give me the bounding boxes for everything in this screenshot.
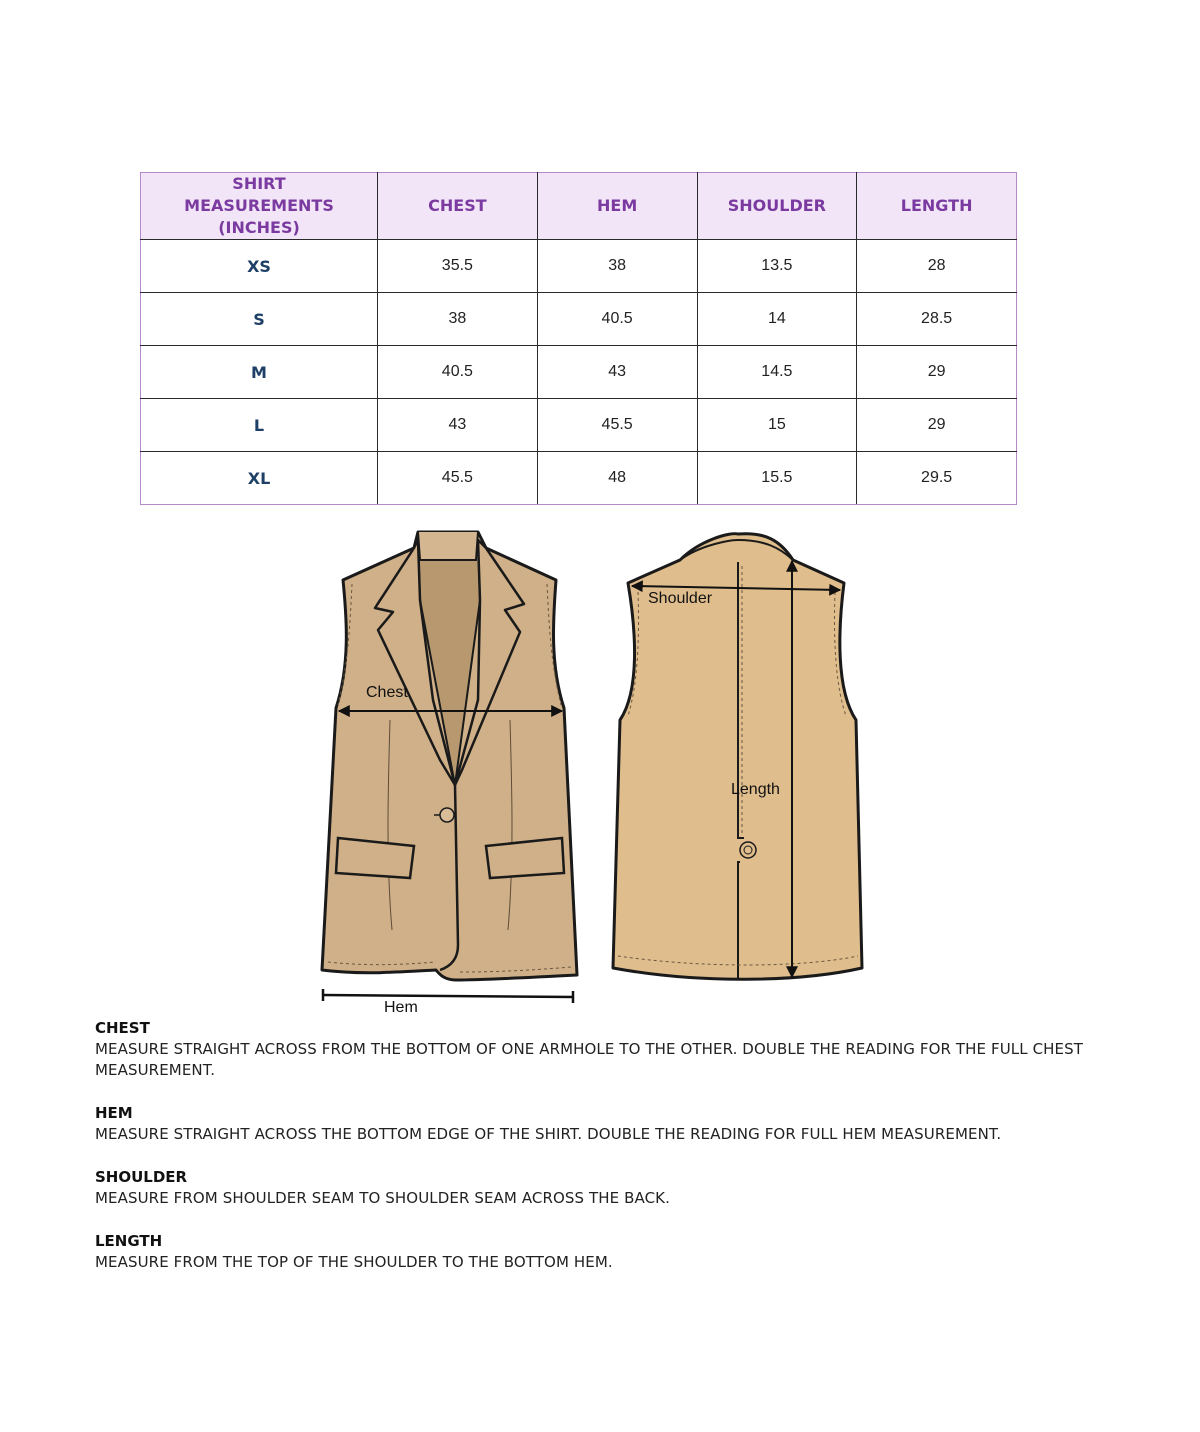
- chest-cell: 35.5: [378, 240, 538, 293]
- hem-measure-line: [323, 995, 573, 997]
- chest-cell: 45.5: [378, 452, 538, 505]
- table-header-row: [141, 173, 1017, 240]
- back-button-icon: [740, 842, 756, 858]
- size-chart-table: [140, 172, 1017, 505]
- hem-cell: 38: [537, 240, 697, 293]
- measurement-instructions: [95, 1018, 1115, 1295]
- length-cell: 29.5: [857, 452, 1017, 505]
- hem-cell: 48: [537, 452, 697, 505]
- size-cell: XL: [141, 452, 378, 505]
- size-cell: M: [141, 346, 378, 399]
- instruction-shoulder: [95, 1167, 1115, 1209]
- front-button-icon: [440, 808, 454, 822]
- hem-cell: 40.5: [537, 293, 697, 346]
- instruction-title: CHEST: [95, 1019, 150, 1037]
- right-pocket-flap: [486, 838, 564, 878]
- header-shoulder: SHOULDER: [697, 173, 857, 240]
- instruction-hem: [95, 1103, 1115, 1145]
- back-vest: [613, 534, 862, 980]
- instruction-length: [95, 1231, 1115, 1273]
- vest-measurement-diagram: [0, 520, 1200, 1020]
- instruction-text: MEASURE STRAIGHT ACROSS FROM THE BOTTOM OF ONE ARMHOLE TO THE OTHER. DOUBLE THE READING FOR THE FULL CHEST MEASUREMENT.: [95, 1040, 1083, 1079]
- size-cell: XS: [141, 240, 378, 293]
- length-cell: 28.5: [857, 293, 1017, 346]
- front-vest: [322, 532, 577, 1016]
- length-cell: 29: [857, 399, 1017, 452]
- instruction-text: MEASURE FROM THE TOP OF THE SHOULDER TO THE BOTTOM HEM.: [95, 1253, 613, 1271]
- table-row: [141, 346, 1017, 399]
- header-hem: HEM: [537, 173, 697, 240]
- hem-cell: 43: [537, 346, 697, 399]
- length-label: Length: [731, 781, 780, 798]
- instruction-chest: [95, 1018, 1115, 1081]
- shoulder-label: Shoulder: [648, 590, 713, 607]
- header-chest: CHEST: [378, 173, 538, 240]
- shoulder-cell: 15.5: [697, 452, 857, 505]
- header-shirt-measurements: SHIRT MEASUREMENTS (INCHES): [141, 173, 378, 240]
- length-cell: 29: [857, 346, 1017, 399]
- instruction-title: HEM: [95, 1104, 133, 1122]
- shoulder-cell: 13.5: [697, 240, 857, 293]
- length-cell: 28: [857, 240, 1017, 293]
- instruction-text: MEASURE STRAIGHT ACROSS THE BOTTOM EDGE OF THE SHIRT. DOUBLE THE READING FOR FULL HEM MEASUREMENT.: [95, 1125, 1002, 1143]
- hem-label: Hem: [384, 999, 418, 1016]
- shoulder-cell: 15: [697, 399, 857, 452]
- chest-label: Chest: [366, 684, 408, 701]
- chest-cell: 40.5: [378, 346, 538, 399]
- table-row: [141, 399, 1017, 452]
- chest-cell: 43: [378, 399, 538, 452]
- header-length: LENGTH: [857, 173, 1017, 240]
- table-row: [141, 452, 1017, 505]
- shoulder-cell: 14: [697, 293, 857, 346]
- size-cell: S: [141, 293, 378, 346]
- size-cell: L: [141, 399, 378, 452]
- hem-cell: 45.5: [537, 399, 697, 452]
- instruction-title: LENGTH: [95, 1232, 163, 1250]
- instruction-text: MEASURE FROM SHOULDER SEAM TO SHOULDER SEAM ACROSS THE BACK.: [95, 1189, 670, 1207]
- shoulder-cell: 14.5: [697, 346, 857, 399]
- instruction-title: SHOULDER: [95, 1168, 188, 1186]
- chest-cell: 38: [378, 293, 538, 346]
- left-pocket-flap: [336, 838, 414, 878]
- table-row: [141, 293, 1017, 346]
- table-row: [141, 240, 1017, 293]
